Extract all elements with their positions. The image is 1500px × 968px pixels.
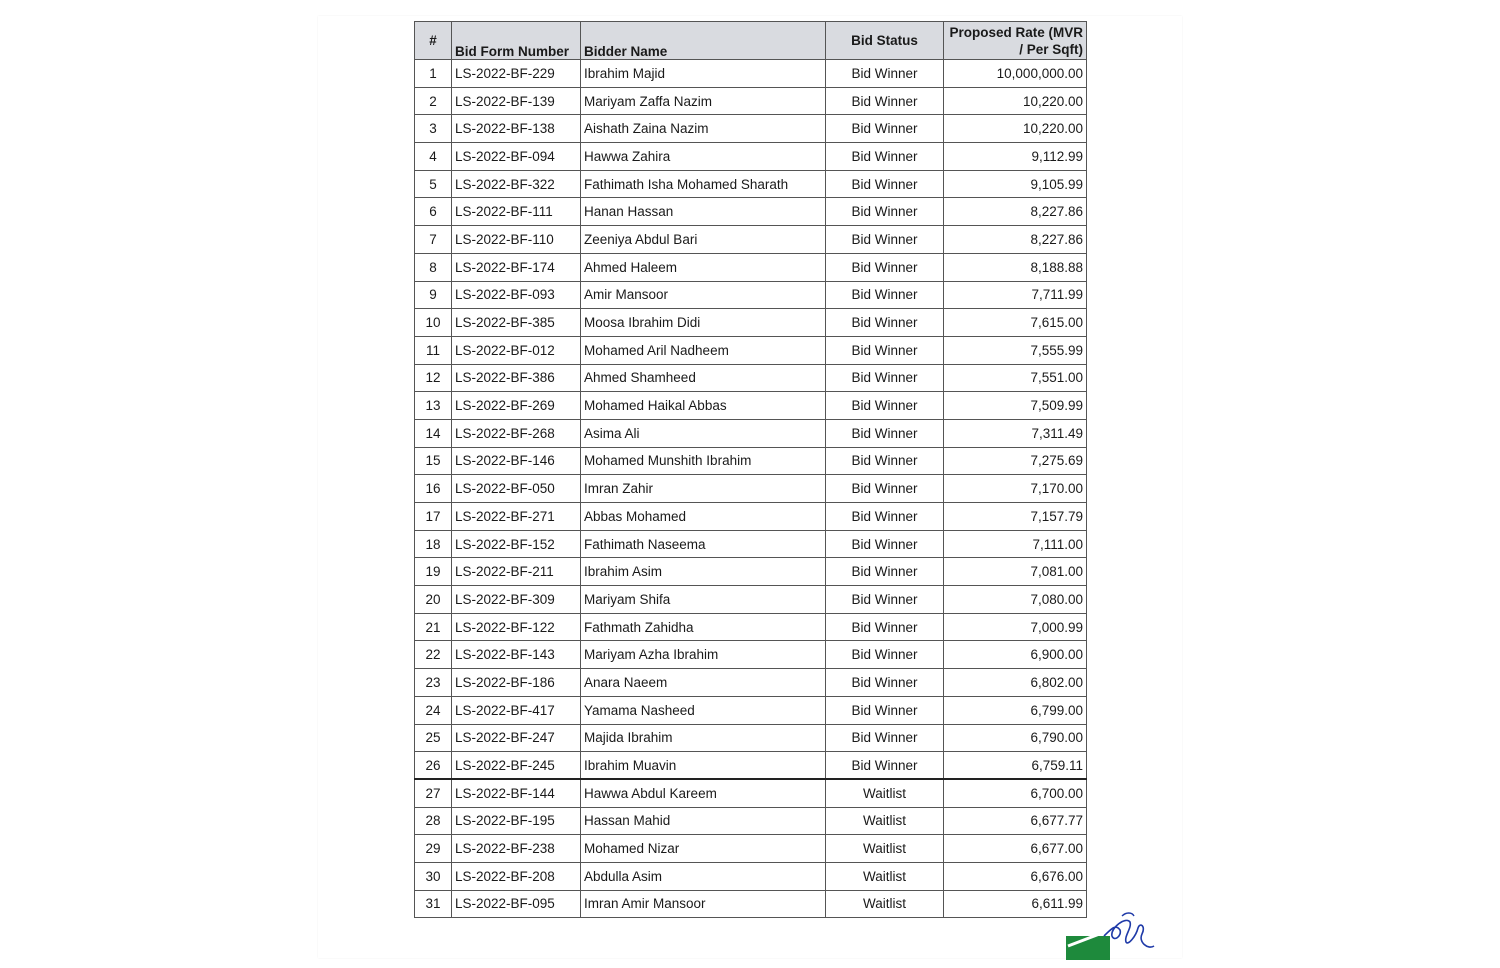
cell-bid-form-number: LS-2022-BF-322 [452,170,581,198]
cell-number: 26 [415,752,452,780]
cell-bid-form-number: LS-2022-BF-093 [452,281,581,309]
cell-bidder-name: Mariyam Azha Ibrahim [581,641,826,669]
cell-proposed-rate: 10,220.00 [944,115,1087,143]
cell-bid-form-number: LS-2022-BF-271 [452,503,581,531]
cell-bid-form-number: LS-2022-BF-195 [452,807,581,835]
cell-bid-status: Bid Winner [826,419,944,447]
cell-bidder-name: Ibrahim Muavin [581,752,826,780]
table-row [415,198,1087,226]
cell-bidder-name: Mohamed Haikal Abbas [581,392,826,420]
cell-proposed-rate: 7,275.69 [944,447,1087,475]
cell-proposed-rate: 6,799.00 [944,696,1087,724]
cell-bid-status: Bid Winner [826,724,944,752]
cell-bid-status: Bid Winner [826,336,944,364]
cell-bidder-name: Anara Naeem [581,669,826,697]
cell-bid-status: Bid Winner [826,364,944,392]
cell-proposed-rate: 7,000.99 [944,613,1087,641]
cell-bid-status: Bid Winner [826,226,944,254]
cell-proposed-rate: 6,677.00 [944,835,1087,863]
cell-bidder-name: Amir Mansoor [581,281,826,309]
cell-proposed-rate: 7,711.99 [944,281,1087,309]
cell-bidder-name: Ibrahim Asim [581,558,826,586]
table-row [415,253,1087,281]
cell-bid-status: Bid Winner [826,392,944,420]
cell-bid-status: Bid Winner [826,170,944,198]
cell-bidder-name: Mariyam Shifa [581,586,826,614]
cell-bid-status: Bid Winner [826,586,944,614]
cell-proposed-rate: 7,081.00 [944,558,1087,586]
cell-number: 3 [415,115,452,143]
cell-number: 31 [415,890,452,918]
cell-proposed-rate: 7,111.00 [944,530,1087,558]
cell-bid-form-number: LS-2022-BF-143 [452,641,581,669]
bid-results-table [414,21,1087,918]
header-bidder-name: Bidder Name [581,22,826,60]
cell-number: 25 [415,724,452,752]
cell-bid-status: Bid Winner [826,281,944,309]
cell-bidder-name: Hawwa Abdul Kareem [581,779,826,807]
table-row [415,143,1087,171]
cell-bid-form-number: LS-2022-BF-139 [452,87,581,115]
cell-bidder-name: Imran Zahir [581,475,826,503]
cell-bid-status: Bid Winner [826,309,944,337]
cell-bidder-name: Fathimath Isha Mohamed Sharath [581,170,826,198]
cell-number: 17 [415,503,452,531]
signature-stamp [1064,906,1156,962]
cell-number: 27 [415,779,452,807]
cell-bidder-name: Zeeniya Abdul Bari [581,226,826,254]
cell-proposed-rate: 6,900.00 [944,641,1087,669]
cell-bidder-name: Mohamed Munshith Ibrahim [581,447,826,475]
cell-bid-status: Bid Winner [826,198,944,226]
cell-number: 29 [415,835,452,863]
cell-bid-status: Waitlist [826,862,944,890]
cell-number: 1 [415,60,452,88]
cell-bid-status: Bid Winner [826,475,944,503]
cell-proposed-rate: 9,105.99 [944,170,1087,198]
cell-number: 15 [415,447,452,475]
cell-bid-form-number: LS-2022-BF-012 [452,336,581,364]
cell-bid-status: Bid Winner [826,87,944,115]
table-row [415,226,1087,254]
cell-proposed-rate: 7,311.49 [944,419,1087,447]
cell-bidder-name: Moosa Ibrahim Didi [581,309,826,337]
cell-proposed-rate: 7,555.99 [944,336,1087,364]
cell-proposed-rate: 7,615.00 [944,309,1087,337]
table-row [415,170,1087,198]
table-row [415,890,1087,918]
cell-bidder-name: Ahmed Haleem [581,253,826,281]
cell-bidder-name: Mohamed Nizar [581,835,826,863]
cell-bid-status: Waitlist [826,779,944,807]
cell-bidder-name: Fathimath Naseema [581,530,826,558]
table-row [415,669,1087,697]
cell-bid-form-number: LS-2022-BF-138 [452,115,581,143]
table-row [415,309,1087,337]
cell-bidder-name: Abdulla Asim [581,862,826,890]
cell-proposed-rate: 8,227.86 [944,198,1087,226]
cell-bidder-name: Imran Amir Mansoor [581,890,826,918]
cell-bid-form-number: LS-2022-BF-238 [452,835,581,863]
cell-bidder-name: Fathmath Zahidha [581,613,826,641]
cell-bid-status: Bid Winner [826,503,944,531]
cell-number: 28 [415,807,452,835]
cell-bid-status: Bid Winner [826,696,944,724]
table-row [415,115,1087,143]
table-row [415,779,1087,807]
table-body [415,60,1087,918]
cell-number: 9 [415,281,452,309]
table-row [415,530,1087,558]
cell-proposed-rate: 6,611.99 [944,890,1087,918]
cell-proposed-rate: 7,157.79 [944,503,1087,531]
cell-bid-status: Bid Winner [826,253,944,281]
table-row [415,475,1087,503]
cell-number: 23 [415,669,452,697]
cell-number: 21 [415,613,452,641]
cell-bid-status: Bid Winner [826,115,944,143]
table-row [415,862,1087,890]
table-row [415,392,1087,420]
cell-number: 13 [415,392,452,420]
table-row [415,503,1087,531]
cell-bid-form-number: LS-2022-BF-152 [452,530,581,558]
table-row [415,336,1087,364]
cell-proposed-rate: 6,790.00 [944,724,1087,752]
cell-proposed-rate: 6,759.11 [944,752,1087,780]
cell-proposed-rate: 6,700.00 [944,779,1087,807]
cell-number: 5 [415,170,452,198]
cell-bid-status: Bid Winner [826,447,944,475]
cell-proposed-rate: 7,080.00 [944,586,1087,614]
cell-bid-form-number: LS-2022-BF-186 [452,669,581,697]
cell-bid-form-number: LS-2022-BF-245 [452,752,581,780]
cell-number: 19 [415,558,452,586]
cell-bidder-name: Abbas Mohamed [581,503,826,531]
cell-bidder-name: Majida Ibrahim [581,724,826,752]
cell-bid-form-number: LS-2022-BF-268 [452,419,581,447]
cell-bid-form-number: LS-2022-BF-110 [452,226,581,254]
cell-proposed-rate: 8,188.88 [944,253,1087,281]
cell-bid-form-number: LS-2022-BF-229 [452,60,581,88]
cell-bid-form-number: LS-2022-BF-050 [452,475,581,503]
cell-bidder-name: Ibrahim Majid [581,60,826,88]
cell-proposed-rate: 7,509.99 [944,392,1087,420]
cell-number: 16 [415,475,452,503]
table-row [415,364,1087,392]
cell-bid-status: Bid Winner [826,530,944,558]
cell-number: 18 [415,530,452,558]
header-number: # [415,22,452,60]
table-row [415,835,1087,863]
cell-number: 30 [415,862,452,890]
cell-number: 4 [415,143,452,171]
cell-bid-form-number: LS-2022-BF-385 [452,309,581,337]
cell-proposed-rate: 9,112.99 [944,143,1087,171]
cell-bid-status: Waitlist [826,835,944,863]
table-row [415,613,1087,641]
cell-proposed-rate: 6,802.00 [944,669,1087,697]
cell-number: 20 [415,586,452,614]
cell-bid-status: Bid Winner [826,641,944,669]
cell-proposed-rate: 6,677.77 [944,807,1087,835]
cell-proposed-rate: 6,676.00 [944,862,1087,890]
table-row [415,558,1087,586]
cell-bidder-name: Hassan Mahid [581,807,826,835]
cell-proposed-rate: 10,220.00 [944,87,1087,115]
cell-proposed-rate: 10,000,000.00 [944,60,1087,88]
cell-bid-form-number: LS-2022-BF-309 [452,586,581,614]
table-row [415,724,1087,752]
header-proposed-rate [944,22,1087,60]
cell-number: 14 [415,419,452,447]
header-proposed-rate-line2: / Per Sqft) [1019,41,1083,57]
cell-proposed-rate: 8,227.86 [944,226,1087,254]
cell-number: 10 [415,309,452,337]
cell-bid-status: Waitlist [826,807,944,835]
table-row [415,752,1087,780]
cell-bid-form-number: LS-2022-BF-111 [452,198,581,226]
cell-bid-status: Bid Winner [826,752,944,780]
cell-number: 24 [415,696,452,724]
cell-bidder-name: Hawwa Zahira [581,143,826,171]
cell-bid-form-number: LS-2022-BF-269 [452,392,581,420]
cell-bid-form-number: LS-2022-BF-144 [452,779,581,807]
handwritten-signature [1104,920,1154,947]
cell-bidder-name: Mariyam Zaffa Nazim [581,87,826,115]
cell-proposed-rate: 7,170.00 [944,475,1087,503]
cell-bid-form-number: LS-2022-BF-417 [452,696,581,724]
table-row [415,87,1087,115]
cell-bid-status: Bid Winner [826,558,944,586]
table-row [415,641,1087,669]
cell-bid-form-number: LS-2022-BF-146 [452,447,581,475]
cell-bid-status: Waitlist [826,890,944,918]
table-row [415,447,1087,475]
cell-bid-form-number: LS-2022-BF-386 [452,364,581,392]
cell-proposed-rate: 7,551.00 [944,364,1087,392]
cell-bidder-name: Ahmed Shamheed [581,364,826,392]
cell-bidder-name: Hanan Hassan [581,198,826,226]
table-row [415,807,1087,835]
cell-bid-form-number: LS-2022-BF-211 [452,558,581,586]
table-row [415,696,1087,724]
cell-bid-form-number: LS-2022-BF-095 [452,890,581,918]
cell-number: 2 [415,87,452,115]
header-bid-form-number: Bid Form Number [452,22,581,60]
cell-number: 11 [415,336,452,364]
table-row [415,419,1087,447]
cell-bid-form-number: LS-2022-BF-122 [452,613,581,641]
cell-bid-status: Bid Winner [826,143,944,171]
cell-bid-form-number: LS-2022-BF-094 [452,143,581,171]
cell-bid-status: Bid Winner [826,613,944,641]
cell-bid-form-number: LS-2022-BF-208 [452,862,581,890]
cell-number: 7 [415,226,452,254]
cell-bidder-name: Asima Ali [581,419,826,447]
table-header-row [415,22,1087,60]
header-bid-status: Bid Status [826,22,944,60]
cell-number: 6 [415,198,452,226]
cell-bid-form-number: LS-2022-BF-247 [452,724,581,752]
table-row [415,281,1087,309]
cell-bid-status: Bid Winner [826,669,944,697]
cell-bidder-name: Aishath Zaina Nazim [581,115,826,143]
cell-bidder-name: Yamama Nasheed [581,696,826,724]
cell-bid-status: Bid Winner [826,60,944,88]
table-row [415,586,1087,614]
cell-number: 12 [415,364,452,392]
cell-bidder-name: Mohamed Aril Nadheem [581,336,826,364]
cell-number: 22 [415,641,452,669]
cell-bid-form-number: LS-2022-BF-174 [452,253,581,281]
cell-number: 8 [415,253,452,281]
header-proposed-rate-line1: Proposed Rate (MVR [949,24,1083,40]
table-row [415,60,1087,88]
